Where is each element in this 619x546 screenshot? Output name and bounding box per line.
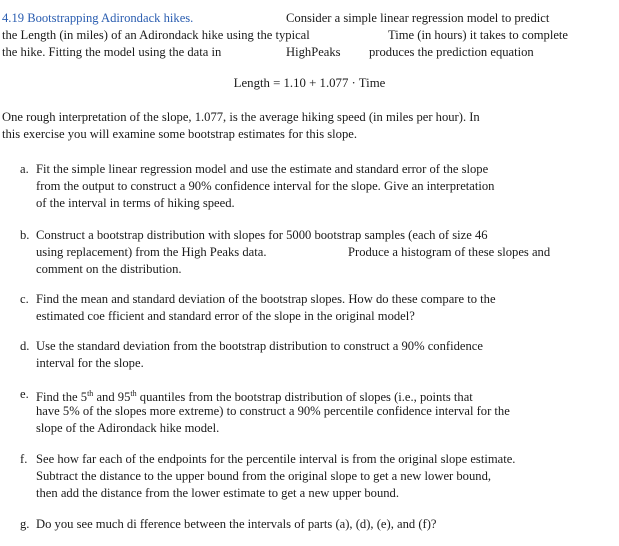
part-f-line: Subtract the distance to the upper bound from the original slope to get a new lower bound, — [36, 469, 492, 483]
part-e-text: quantiles from the bootstrap distribution of slopes (i.e., points that — [139, 390, 473, 404]
part-c-line: Find the mean and standard deviation of the bootstrap slopes. How do these compare to the — [36, 292, 496, 306]
part-a-line: from the output to construct a 90% confidence interval for the slope. Give an interpretation — [36, 179, 495, 193]
part-b-line: Construct a bootstrap distribution with slopes for 5000 bootstrap samples (each of size 46 — [36, 228, 488, 242]
intro-line: the hike. Fitting the model using the data in — [2, 45, 222, 59]
part-e-text: Find the 5 — [36, 390, 88, 404]
part-d-line: Use the standard deviation from the bootstrap distribution to construct a 90% confidence — [36, 339, 483, 353]
interp-line: this exercise you will examine some bootstrap estimates for this slope. — [2, 127, 357, 141]
exercise-title: 4.19 Bootstrapping Adirondack hikes. — [2, 11, 194, 25]
part-b-label: b. — [20, 228, 30, 242]
part-c-line: estimated coe fficient and standard error of the slope in the original model? — [36, 309, 415, 323]
part-d-label: d. — [20, 339, 30, 353]
part-b-line: comment on the distribution. — [36, 262, 182, 276]
part-a-label: a. — [20, 162, 29, 176]
intro-line: Consider a simple linear regression model to predict — [286, 11, 550, 25]
part-g-line: Do you see much di fference between the intervals of parts (a), (d), (e), and (f)? — [36, 517, 437, 531]
part-b-line: using replacement) from the High Peaks data. — [36, 245, 267, 259]
interp-line: One rough interpretation of the slope, 1.077, is the average hiking speed (in miles per hour). In — [2, 110, 480, 124]
intro-line: Time (in hours) it takes to complete — [388, 28, 569, 42]
part-e-line: slope of the Adirondack hike model. — [36, 421, 220, 435]
intro-line: the Length (in miles) of an Adirondack hike using the typical — [2, 28, 310, 42]
part-g-label: g. — [20, 517, 30, 531]
dataset-name: HighPeaks — [286, 45, 341, 59]
part-d-line: interval for the slope. — [36, 356, 144, 370]
part-a-line: of the interval in terms of hiking speed. — [36, 196, 235, 210]
part-e-text: and 95 — [96, 390, 131, 404]
part-f-line: See how far each of the endpoints for the percentile interval is from the original slope estimate. — [36, 452, 516, 466]
part-e-line: have 5% of the slopes more extreme) to construct a 90% percentile confidence interval for the — [36, 404, 510, 418]
part-c-label: c. — [20, 292, 29, 306]
intro-line: produces the prediction equation — [369, 45, 534, 59]
part-f-line: then add the distance from the lower estimate to get a new upper bound. — [36, 486, 400, 500]
part-e-sup: th — [87, 389, 94, 398]
part-f-label: f. — [20, 452, 28, 466]
part-a-line: Fit the simple linear regression model and use the estimate and standard error of the slope — [36, 162, 489, 176]
part-b-line: Produce a histogram of these slopes and — [348, 245, 551, 259]
part-e-label: e. — [20, 387, 29, 401]
part-e-sup: th — [130, 389, 137, 398]
prediction-equation: Length = 1.10 + 1.077 · Time — [233, 76, 386, 90]
